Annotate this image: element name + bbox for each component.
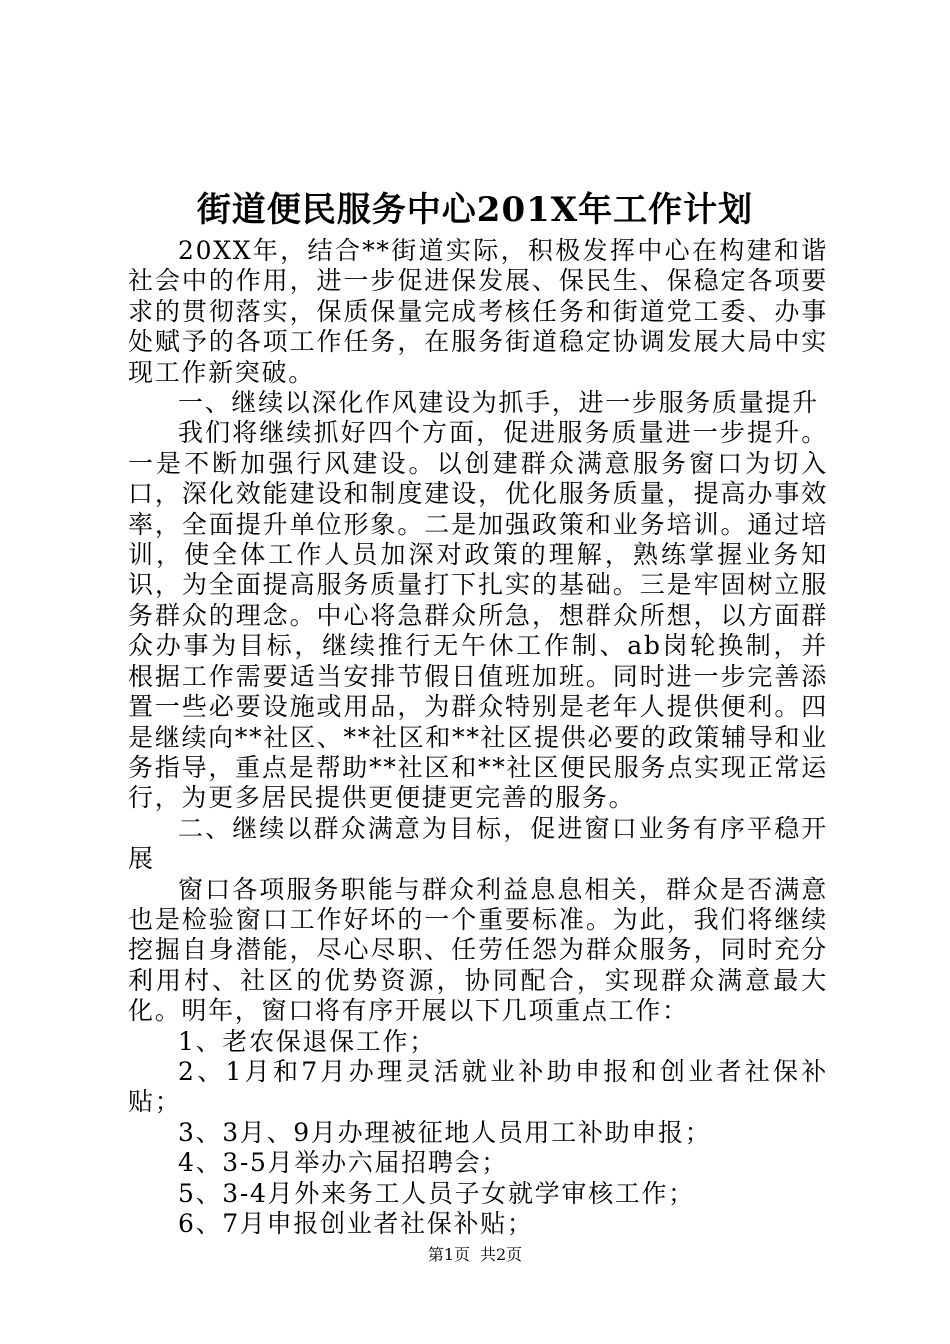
document-body [128, 236, 828, 1239]
page-number-total: 共2页 [480, 1245, 523, 1264]
list-item-5: 5、3-4月外来务工人员子女就学审核工作； [178, 1178, 695, 1208]
paragraph-section-1: 我们将继续抓好四个方面，促进服务质量进一步提升。一是不断加强行风建设。以创建群众满意服务窗口为切入口，深化效能建设和制度建设，优化服务质量，提高办事效率，全面提升单位形象。二是加强政策和业务培训。通过培训，使全体工作人员加深对政策的理解，熟练掌握业务知识，为全面提高服务质量打下扎实的基础。三是牢固树立服务群众的理念。中心将急群众所急，想群众所想，以方面群众办事为目标，继续推行无午休工作制、ab岗轮换制，并根据工作需要适当安排节假日值班加班。同时进一步完善添置一些必要设施或用品，为群众特别是老年人提供便利。四是继续向**社区、**社区和**社区提供必要的政策辅导和业务指导，重点是帮助**社区和**社区便民服务点实现正常运行，为更多居民提供更便捷更完善的服务。 [128, 418, 828, 813]
list-item-4: 4、3-5月举办六届招聘会； [178, 1148, 508, 1178]
paragraph-section-2: 窗口各项服务职能与群众利益息息相关，群众是否满意也是检验窗口工作好坏的一个重要标准。为此，我们将继续挖掘自身潜能，尽心尽职、任劳任怨为群众服务，同时充分利用村、社区的优势资源，协同配合，实现群众满意最大化。明年，窗口将有序开展以下几项重点工作： [128, 874, 828, 1026]
page-footer [0, 1244, 950, 1266]
page-number-current: 第1页 [427, 1245, 470, 1264]
paragraph-intro: 20XX年，结合**街道实际，积极发挥中心在构建和谐社会中的作用，进一步促进保发展、保民生、保稳定各项要求的贯彻落实，保质保量完成考核任务和街道党工委、办事处赋予的各项工作任务，在服务街道稳定协调发展大局中实现工作新突破。 [128, 236, 828, 387]
list-item-6: 6、7月申报创业者社保补贴； [178, 1209, 534, 1238]
section-heading-1: 一、继续以深化作风建设为抓手，进一步服务质量提升 [178, 388, 819, 418]
document-title: 街道便民服务中心201X年工作计划 [196, 190, 754, 230]
list-item-1: 1、老农保退保工作； [178, 1026, 436, 1056]
list-item-2: 2、1月和7月办理灵活就业补助申报和创业者社保补贴； [128, 1056, 828, 1117]
list-item-3: 3、3月、9月办理被征地人员用工补助申报； [178, 1117, 712, 1147]
section-heading-2: 二、继续以群众满意为目标，促进窗口业务有序平稳开展 [128, 813, 828, 874]
